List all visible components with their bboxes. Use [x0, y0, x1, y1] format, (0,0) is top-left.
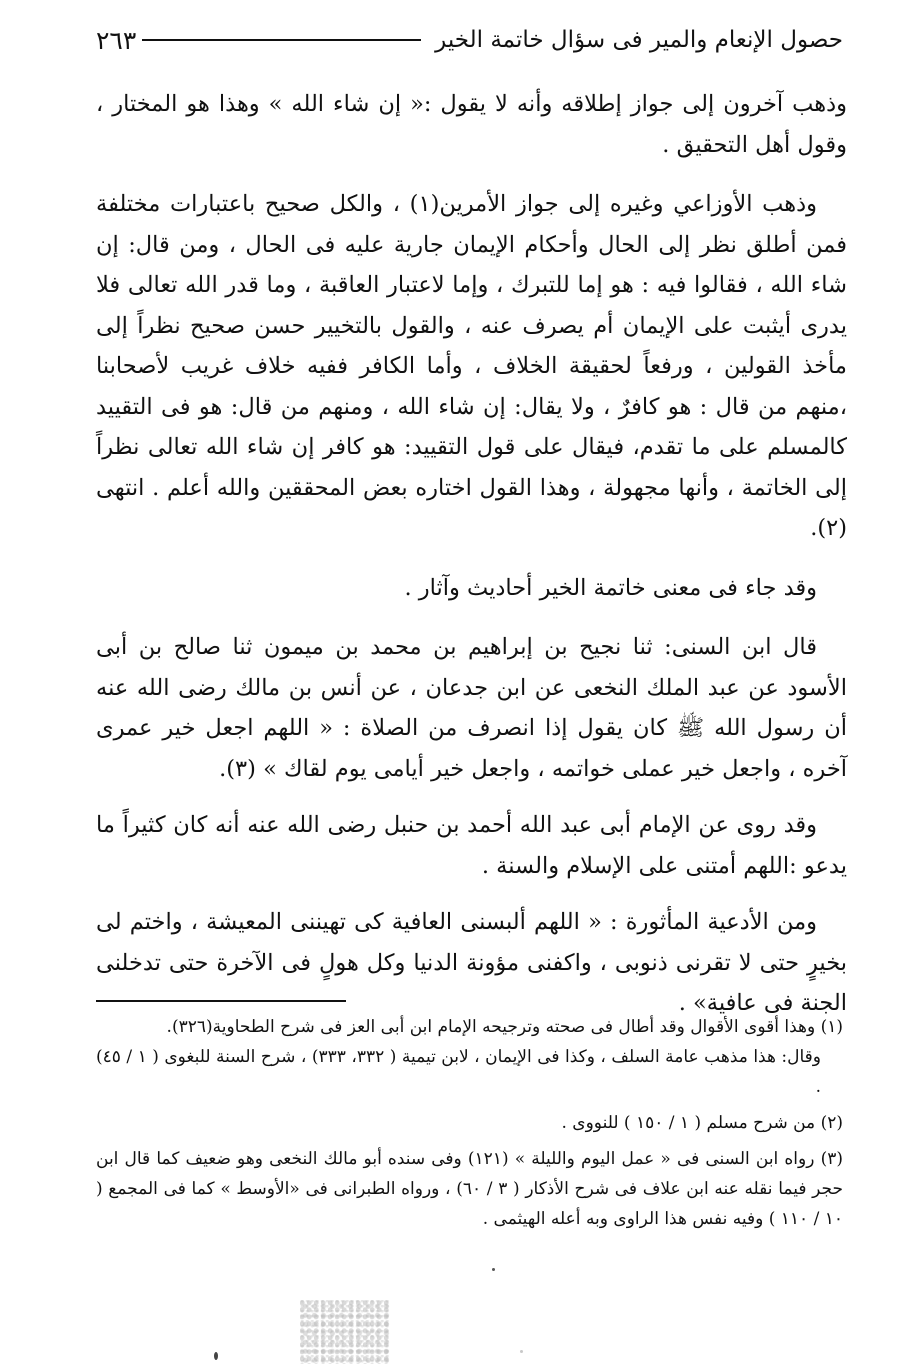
- scan-speck: [520, 1350, 523, 1353]
- footnotes: [96, 1012, 843, 1234]
- footnote-2: (٢) من شرح مسلم ( ١ / ١٥٠ ) للنووى .: [561, 1113, 843, 1133]
- footnote-3: (٣) رواه ابن السنى فى « عمل اليوم والليلة » (١٢١) وفى سنده أبو مالك النخعى وهو ضعيف كما قال ابن حجر فيما نقله عنه ابن علاف فى شرح الأذكار ( ٣ / ٦٠) ، ورواه الطبرانى فى «الأوسط » كما فى المجمع ( ١٠ / ١١٠ ) وفيه نفس هذا الراوى وبه أعله الهيثمى .: [96, 1149, 843, 1229]
- paragraph-5: وقد روى عن الإمام أبى عبد الله أحمد بن حنبل رضى الله عنه أنه كان كثيراً ما يدعو :اللهم أمتنى على الإسلام والسنة .: [96, 812, 847, 879]
- footnote-1: (١) وهذا أقوى الأقوال وقد أطال فى صحته وترجيحه الإمام ابن أبى العز فى شرح الطحاوية(٣٢٦).: [166, 1017, 843, 1037]
- header-rule: [142, 39, 421, 41]
- paragraph-4: قال ابن السنى: ثنا نجيح بن إبراهيم بن محمد بن ميمون ثنا صالح بن أبى الأسود عن عبد الملك النخعى عن ابن جدعان ، عن أنس بن مالك رضى الله عنه أن رسول الله ﷺ كان يقول إذا انصرف من الصلاة : « اللهم اجعل خير عمرى آخره ، واجعل خير عملى خواتمه ، واجعل خير أيامى يوم لقاك » (٣).: [96, 634, 847, 782]
- page-number: ٢٦٣: [96, 25, 137, 55]
- scan-noise: [300, 1300, 390, 1364]
- scan-speck: [214, 1352, 218, 1360]
- footnote-1-continuation: وقال: هذا مذهب عامة السلف ، وكذا فى الإيمان ، لابن تيمية ( ٣٣٢، ٣٣٣) ، شرح السنة للبغوى ( ١ / ٤٥) .: [96, 1047, 822, 1097]
- paragraph-2: وذهب الأوزاعي وغيره إلى جواز الأمرين(١) ، والكل صحيح باعتبارات مختلفة فمن أطلق نظر إلى الحال وأحكام الإيمان جارية عليه فى الحال ، ومن قال: إن شاء الله ، فقالوا فيه : هو إما للتبرك ، وإما لاعتبار العاقبة ، وما قدر الله تعالى فلا يدرى أيثبت على الإيمان أم يصرف عنه ، والقول بالتخيير حسن صحيح نظراً إلى مأخذ القولين ، ورفعاً لحقيقة الخلاف ، وأما الكافر ففيه خلاف غريب لأصحابنا ،منهم من قال : هو كافرٌ ، ولا يقال: إن شاء الله ، ومنهم من قال: هو فى التقييد كالمسلم على ما تقدم، فيقال على قول التقييد: هو كافر إن شاء الله تعالى نظراً إلى الخاتمة ، وأنها مجهولة ، وهذا القول اختاره بعض المحققين والله أعلم . انتهى (٢).: [96, 191, 847, 541]
- scan-speck: [492, 1268, 495, 1271]
- paragraph-6: ومن الأدعية المأثورة : « اللهم ألبسنى العافية كى تهيننى المعيشة ، واختم لى بخيرٍ حتى لا تقرنى ذنوبى ، واكفنى مؤونة الدنيا وكل هولٍ فى الآخرة حتى تدخلنى الجنة فى عافية» .: [96, 909, 848, 1016]
- main-text: [96, 84, 847, 1024]
- running-header: [96, 22, 843, 58]
- footnote-separator: [96, 1000, 346, 1002]
- paragraph-1: وذهب آخرون إلى جواز إطلاقه وأنه لا يقول :« إن شاء الله » وهذا هو المختار ، وقول أهل التحقيق .: [96, 91, 847, 158]
- paragraph-3: وقد جاء فى معنى خاتمة الخير أحاديث وآثار .: [404, 574, 817, 601]
- header-title: حصول الإنعام والمير فى سؤال خاتمة الخير: [435, 27, 843, 53]
